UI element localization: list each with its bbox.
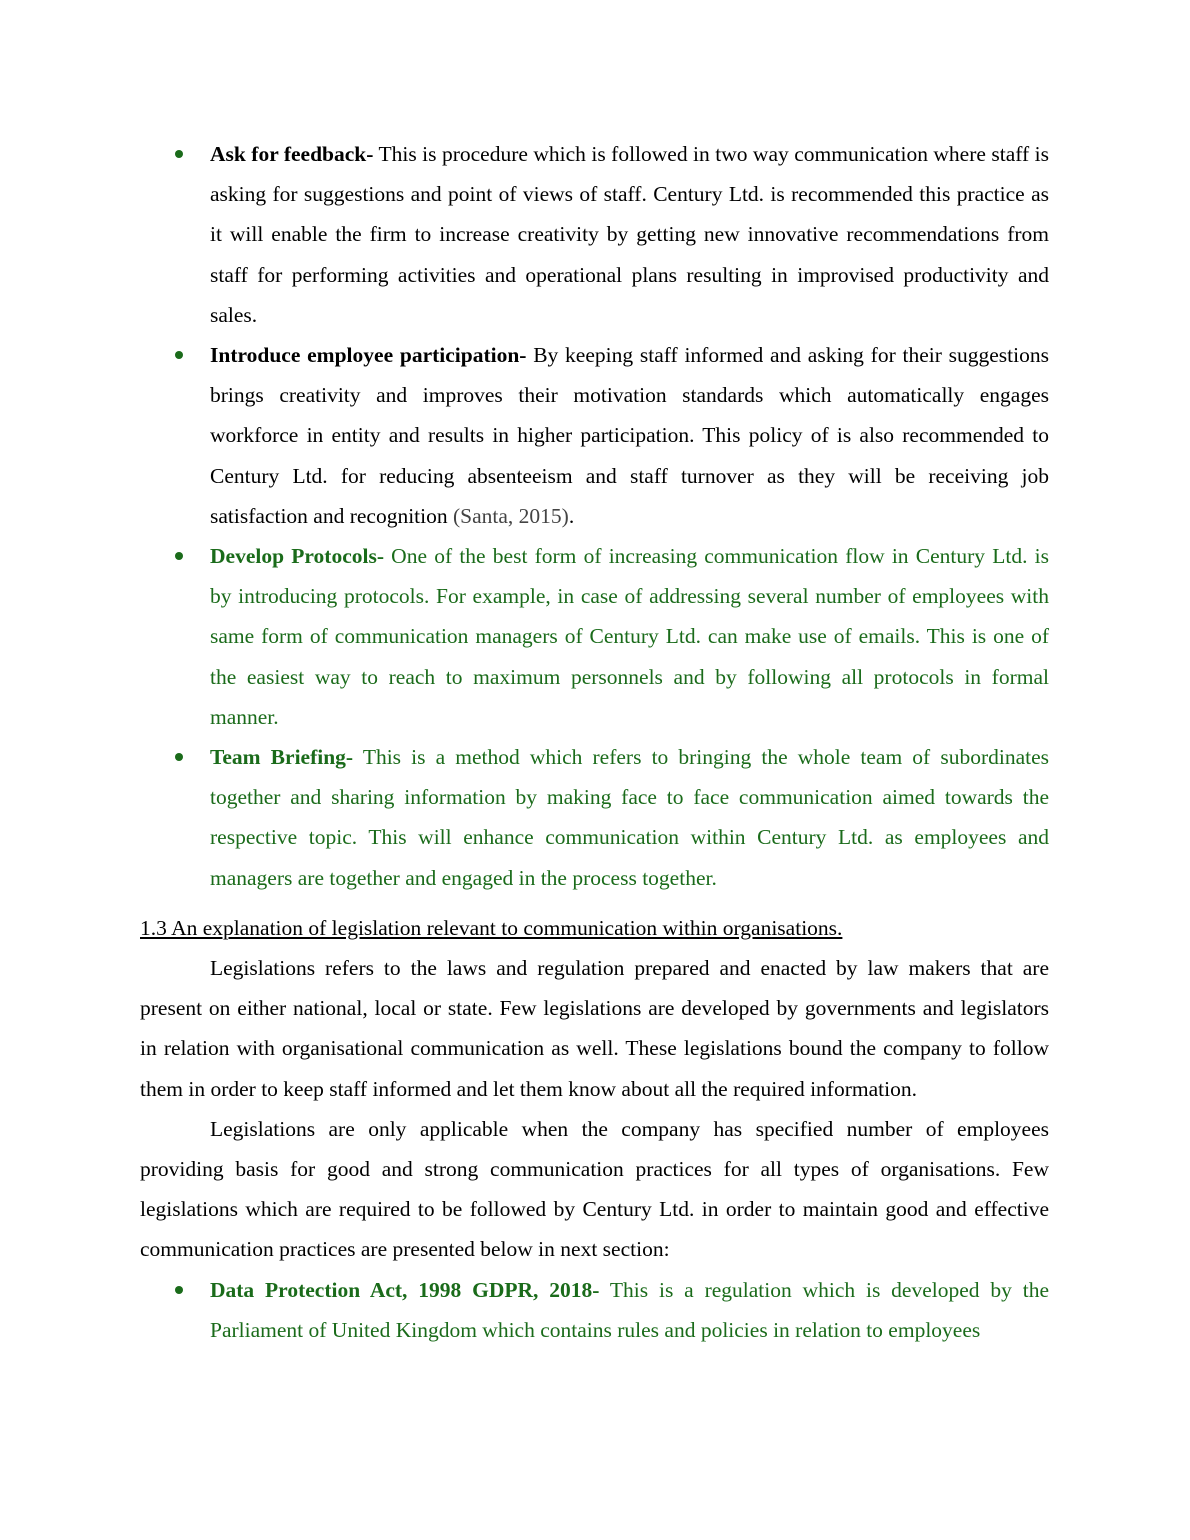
list-item-text: This is a method which refers to bringing the whole team of subordinates together and sharing information by making face to face communication aimed towards the respective topic. This will enhance communication within Century Ltd. as employees and managers are together and engaged in the process together. xyxy=(210,745,1049,890)
citation: (Santa, 2015) xyxy=(453,503,569,528)
list-item-text: This is procedure which is followed in two way communication where staff is asking for suggestions and point of views of staff. Century Ltd. is recommended this practice as it will enable the firm to increase creativity by getting new innovative recommendations from staff for performing activities and operational plans resulting in improvised productivity and sales. xyxy=(210,142,1049,327)
list-item-employee-participation xyxy=(140,335,1049,536)
recommendations-list xyxy=(140,134,1049,898)
section-heading: 1.3 An explanation of legislation relevant to communication within organisations. xyxy=(140,915,843,940)
list-item-term: Introduce employee participation- xyxy=(210,343,527,368)
list-item-term: Ask for feedback- xyxy=(210,142,374,166)
list-item-term: Data Protection Act, 1998 GDPR, 2018- xyxy=(210,1277,600,1302)
body-paragraph: Legislations are only applicable when the company has specified number of employees providing basis for good and strong communication practices for all types of organisations. Few legislations which are required to be followed by Century Ltd. in order to maintain good and effective communication practices are presented below in next section: xyxy=(140,1116,1049,1262)
list-item-text: This is a regulation which is developed by the Parliament of United Kingdom which contains rules and policies in relation to employees xyxy=(210,1277,1049,1342)
document-page xyxy=(140,134,1049,1350)
list-item-text: One of the best form of increasing communication flow in Century Ltd. is by introducing protocols. For example, in case of addressing several number of employees with same form of communication managers of Century Ltd. can make use of emails. This is one of the easiest way to reach to maximum personnels and by following all protocols in formal manner. xyxy=(210,544,1049,729)
sentence-end: . xyxy=(568,503,575,528)
list-item-term: Develop Protocols- xyxy=(210,544,384,569)
list-item-ask-for-feedback xyxy=(140,134,1049,335)
body-paragraph: Legislations refers to the laws and regulation prepared and enacted by law makers that are present on either national, local or state. Few legislations are developed by governments and legislators in relation with organisational communication as well. These legislations bound the company to follow them in order to keep staff informed and let them know about all the required information. xyxy=(140,956,1049,1101)
bullet-icon xyxy=(175,1286,183,1294)
legislation-list xyxy=(140,1270,1049,1350)
list-item-text: By keeping staff informed and asking for their suggestions brings creativity and improves their motivation standards which automatically engages workforce in entity and results in higher participation. This policy of is also recommended to Century Ltd. for reducing absenteeism and staff turnover as they will be receiving job satisfaction and recognition xyxy=(210,343,1049,528)
list-item-data-protection-act xyxy=(140,1270,1049,1350)
bullet-icon xyxy=(175,753,183,761)
list-item-develop-protocols xyxy=(140,536,1049,737)
bullet-icon xyxy=(175,150,183,158)
list-item-term: Team Briefing- xyxy=(210,745,354,770)
list-item-team-briefing xyxy=(140,737,1049,898)
bullet-icon xyxy=(175,552,183,560)
bullet-icon xyxy=(175,351,183,359)
